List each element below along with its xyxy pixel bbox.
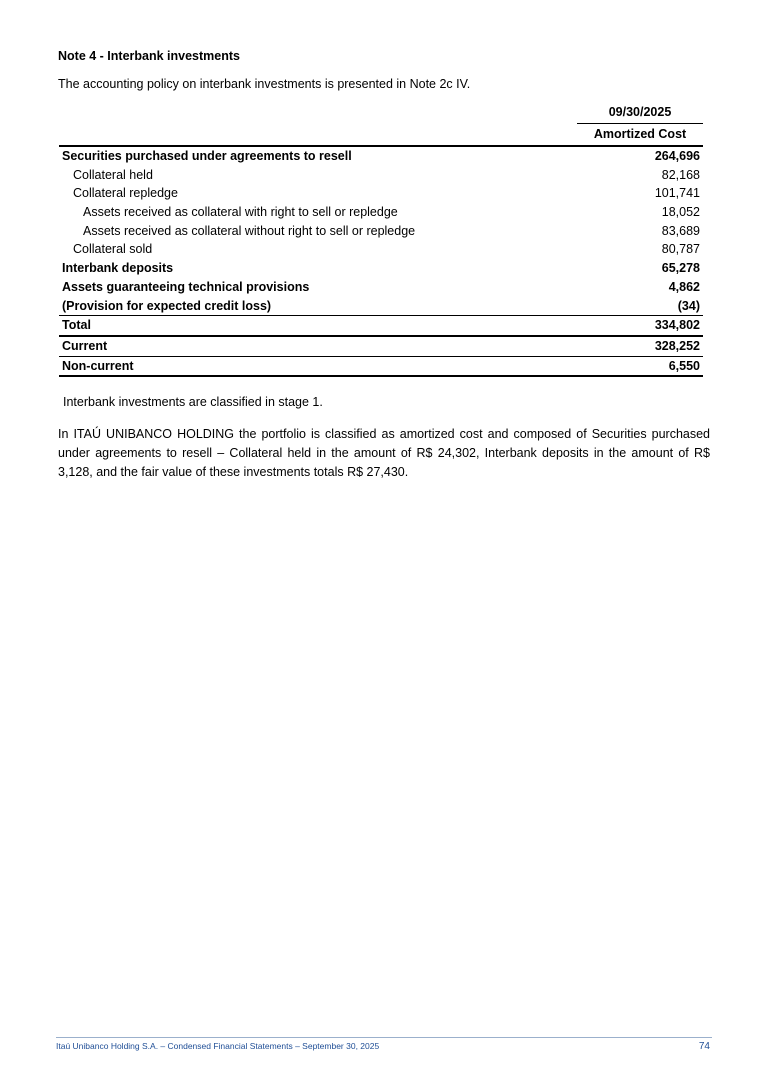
row-value: 18,052 [661,205,700,220]
table-row [59,259,703,278]
row-value: 4,862 [668,279,700,294]
table-row [59,166,703,185]
row-value: 82,168 [661,167,700,182]
footer-rule [56,1037,712,1038]
table-row [59,337,703,357]
table-body [59,147,703,377]
row-value: (34) [677,298,700,313]
body-paragraph: In ITAÚ UNIBANCO HOLDING the portfolio is classified as amortized cost and composed of Securities purchased under agreements to resell – Collateral held in the amount of R$ 24,302, Interbank deposits in the amount of R$ 3,128, and the fair value of these investments totals R$ 27,430. [58,427,710,479]
footer-text: Itaú Unibanco Holding S.A. – Condensed Financial Statements – September 30, 2025 [56,1041,380,1051]
row-value: 83,689 [661,223,700,238]
row-label: Assets received as collateral without right to sell or repledge [83,223,416,238]
row-label: Assets guaranteeing technical provisions [62,279,310,294]
row-label: (Provision for expected credit loss) [62,298,272,313]
row-value: 101,741 [654,186,700,201]
table-row [59,240,703,259]
column-header-date: 09/30/2025 [577,101,703,124]
row-value: 80,787 [661,242,700,257]
row-value: 334,802 [654,318,700,333]
row-label: Collateral held [73,167,153,182]
row-label: Current [62,338,108,353]
row-value: 264,696 [654,149,700,163]
table-row-total [59,316,703,337]
row-value: 6,550 [668,358,700,373]
row-value: 328,252 [654,338,700,353]
row-label: Collateral sold [73,242,153,257]
page-number: 74 [698,1041,710,1052]
stage-note: Interbank investments are classified in stage 1. [63,395,323,409]
row-label: Securities purchased under agreements to resell [62,149,352,163]
intro-text: The accounting policy on interbank investments is presented in Note 2c IV. [58,77,471,91]
row-value: 65,278 [661,261,700,276]
table-row [59,222,703,241]
row-label: Collateral repledge [73,186,178,201]
row-label: Interbank deposits [62,261,174,276]
row-label: Non-current [62,358,134,373]
table-row [59,357,703,378]
column-header-amortized-cost: Amortized Cost [593,127,687,141]
note-title: Note 4 - Interbank investments [58,49,240,63]
table-row [59,297,703,317]
table-row [59,184,703,203]
table-row [59,147,703,166]
table-row [59,278,703,297]
row-label: Total [62,318,91,333]
row-label: Assets received as collateral with right to sell or repledge [83,205,398,220]
table-row [59,203,703,222]
